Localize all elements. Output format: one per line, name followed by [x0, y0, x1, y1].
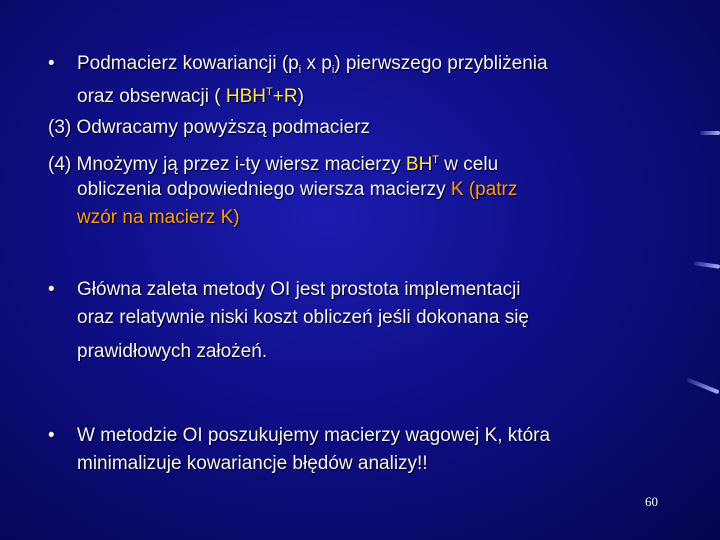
- bullet-marker: •: [48, 53, 55, 74]
- para3-line2: minimalizuje kowariancje błędów analizy!!: [77, 453, 428, 474]
- bullet-marker: •: [48, 425, 55, 446]
- para2-line2: oraz relatywnie niski koszt obliczeń jeśli dokonana się: [77, 307, 530, 328]
- page-number: 60: [645, 494, 658, 509]
- decorative-streak: [686, 378, 719, 394]
- para2-line1: Główna zaleta metody OI jest prostota implementacji: [77, 279, 521, 300]
- step-3: (3) Odwracamy powyższą podmacierz: [48, 117, 371, 138]
- formula-hbht: HBH: [225, 86, 267, 107]
- step-4-line2: obliczenia odpowiedniego wiersza macierzy K (patrz: [77, 179, 518, 200]
- para1-line2: oraz obserwacji ( $HBH^T+R$): [77, 86, 304, 107]
- para3-line1: W metodzie OI poszukujemy macierzy wagowej K, która: [77, 425, 551, 446]
- decorative-streak: [694, 261, 720, 269]
- decorative-streak: [700, 131, 720, 135]
- bullet-marker: •: [48, 279, 55, 300]
- formula-bht: BH: [405, 154, 433, 175]
- para1-line1: Podmacierz kowariancji ($p_i$ x $p_i$) pierwszego przybliżenia: [77, 53, 548, 76]
- para2-line3: prawidłowych założeń.: [77, 341, 268, 362]
- step-4-line1: (4) Mnożymy ją przez i-ty wiersz macierzy $BH^T$ w celu: [48, 154, 499, 175]
- k-reference: K (patrz: [450, 179, 518, 200]
- step-4-line3: wzór na macierz K): [77, 207, 240, 228]
